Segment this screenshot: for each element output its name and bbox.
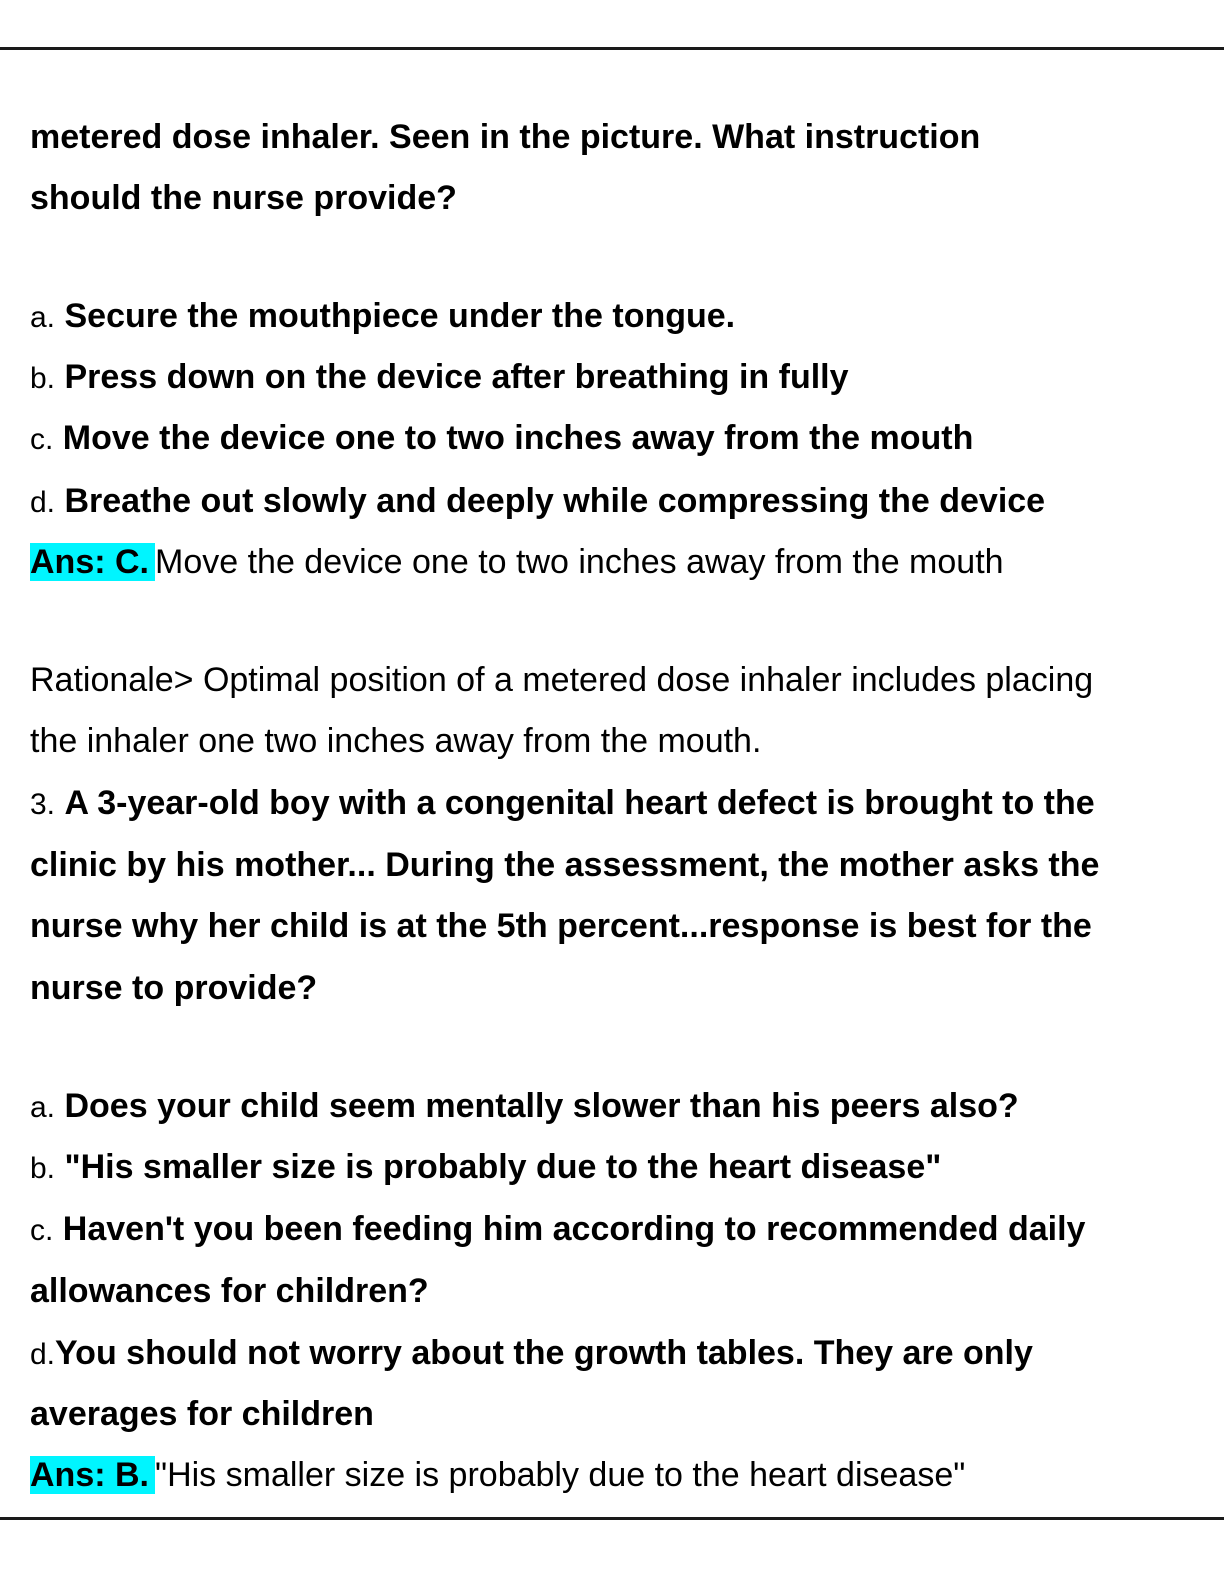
option-d xyxy=(30,1333,1033,1375)
question-stem: nurse to provide? xyxy=(30,969,318,1007)
option-text: You should not worry about the growth tables. They are only xyxy=(55,1334,1033,1372)
option-label: d. xyxy=(30,486,56,519)
option-label: b. xyxy=(30,1152,56,1185)
option-c xyxy=(30,1209,1085,1251)
question-stem: nurse why her child is at the 5th percent...response is best for the xyxy=(30,907,1092,945)
question-stem: should the nurse provide? xyxy=(30,179,457,217)
option-text: Breathe out slowly and deeply while compressing the device xyxy=(64,482,1046,520)
option-label: a. xyxy=(30,301,56,334)
bottom-rule xyxy=(0,1517,1224,1520)
option-text: Secure the mouthpiece under the tongue. xyxy=(64,297,736,335)
question-number: 3. xyxy=(30,788,56,821)
answer-text: "His smaller size is probably due to the heart disease" xyxy=(155,1456,966,1494)
option-b xyxy=(30,1147,941,1189)
rationale-text: Rationale> Optimal position of a metered dose inhaler includes placing xyxy=(30,661,1094,699)
answer-line xyxy=(30,542,1004,582)
question-stem: clinic by his mother... During the assessment, the mother asks the xyxy=(30,846,1100,884)
option-a xyxy=(30,296,735,338)
option-label: a. xyxy=(30,1091,56,1124)
option-text-continued: allowances for children? xyxy=(30,1272,429,1310)
option-d xyxy=(30,481,1045,523)
question-stem xyxy=(30,783,1095,825)
option-label: d. xyxy=(30,1338,56,1371)
option-c xyxy=(30,418,973,460)
answer-label: Ans: C. xyxy=(30,543,155,581)
option-text: Press down on the device after breathing in fully xyxy=(64,358,849,396)
top-rule xyxy=(0,47,1224,50)
option-a xyxy=(30,1086,1019,1128)
option-text-continued: averages for children xyxy=(30,1395,374,1433)
option-text: Does your child seem mentally slower than his peers also? xyxy=(64,1087,1019,1125)
option-text: Move the device one to two inches away from the mouth xyxy=(62,419,974,457)
option-text: "His smaller size is probably due to the heart disease" xyxy=(64,1148,942,1186)
option-label: c. xyxy=(30,1214,54,1247)
answer-text: Move the device one to two inches away from the mouth xyxy=(155,543,1004,581)
question-text: A 3-year-old boy with a congenital heart defect is brought to the xyxy=(64,784,1095,822)
option-label: b. xyxy=(30,362,56,395)
option-text: Haven't you been feeding him according to recommended daily xyxy=(62,1210,1086,1248)
answer-line xyxy=(30,1455,965,1495)
rationale-text: the inhaler one two inches away from the mouth. xyxy=(30,722,762,760)
answer-label: Ans: B. xyxy=(30,1456,155,1494)
option-b xyxy=(30,357,849,399)
question-stem: metered dose inhaler. Seen in the picture. What instruction xyxy=(30,118,981,156)
option-label: c. xyxy=(30,423,54,456)
